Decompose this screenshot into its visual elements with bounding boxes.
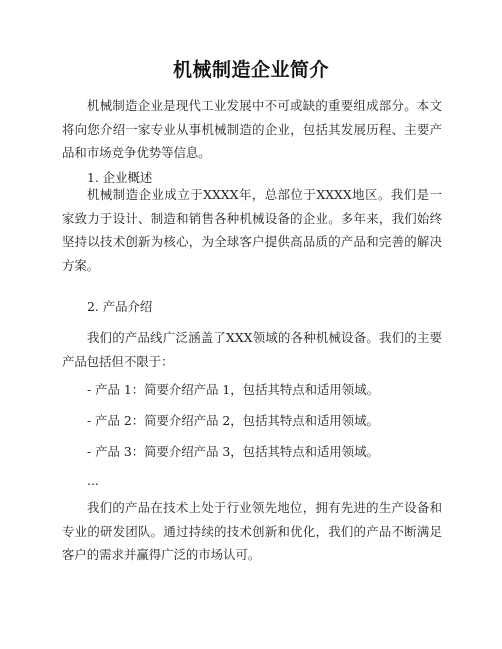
- product-list-item: - 产品 1：简要介绍产品 1，包括其特点和适用领域。: [87, 382, 379, 397]
- section-1-heading: 1. 企业概述: [87, 170, 153, 185]
- intro-paragraph: 机械制造企业是现代工业发展中不可或缺的重要组成部分。本文将向您介绍一家专业从事机械制造的企业，包括其发展历程、主要产品和市场竞争优势等信息。: [62, 98, 442, 160]
- section-2-body: 我们的产品线广泛涵盖了XXX领域的各种机械设备。我们的主要产品包括但不限于：: [62, 330, 442, 369]
- section-2-heading: 2. 产品介绍: [87, 299, 153, 314]
- list-ellipsis: ...: [87, 473, 99, 488]
- section-2-closing: 我们的产品在技术上处于行业领先地位，拥有先进的生产设备和专业的研发团队。通过持续的技术创新和优化，我们的产品不断满足客户的需求并赢得广泛的市场认可。: [62, 500, 442, 562]
- product-list-item: - 产品 3：简要介绍产品 3，包括其特点和适用领域。: [87, 444, 379, 459]
- document-title: 机械制造企业简介: [172, 59, 329, 81]
- section-1-body: 机械制造企业成立于XXXX年，总部位于XXXX地区。我们是一家致力于设计、制造和销售各种机械设备的企业。多年来，我们始终坚持以技术创新为核心，为全球客户提供高品质的产品和完善的解决方案。: [62, 187, 442, 273]
- product-list-item: - 产品 2：简要介绍产品 2，包括其特点和适用领域。: [87, 413, 379, 428]
